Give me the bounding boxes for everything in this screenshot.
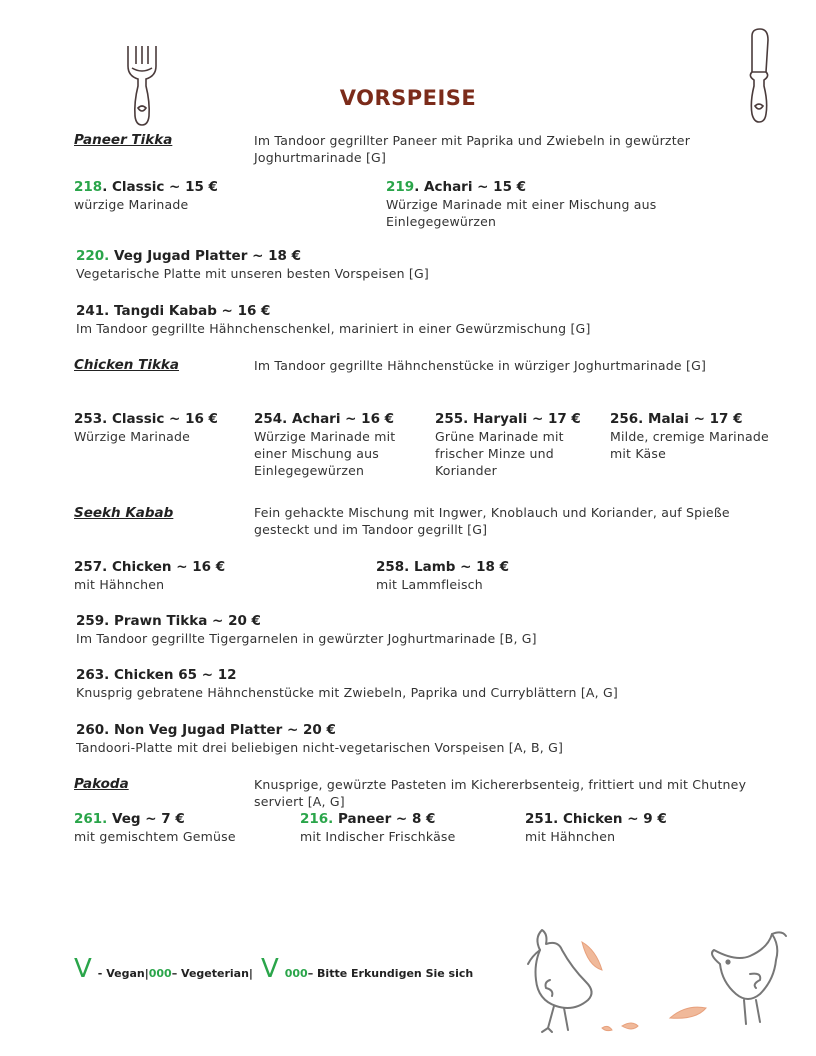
item-desc: Würzige Marinade [74,429,191,444]
item-name: Veg Jugad Platter ~ 18 € [109,248,301,264]
section-desc-chicken-tikka: Im Tandoor gegrillte Hähnchenstücke in würziger Joghurtmarinade [G] [254,358,707,373]
menu-item-219 [386,178,716,230]
menu-item-254 [254,410,429,479]
item-number: 216. [300,811,334,827]
menu-item-251 [525,810,745,845]
diet-legend [74,956,473,982]
item-number: 219 [386,179,415,195]
item-name: Paneer ~ 8 € [333,811,436,827]
item-name: 241. Tangdi Kabab ~ 16 € [76,303,271,319]
legend-separator: | [144,967,149,980]
leaf-icon [622,1023,638,1029]
item-name: 253. Classic ~ 16 € [74,411,218,427]
item-desc: mit Hähnchen [525,829,616,844]
item-desc: mit gemischtem Gemüse [74,829,236,844]
menu-item-218 [74,178,374,213]
section-desc-pakoda: Knusprige, gewürzte Pasteten im Kichererbsenteig, frittiert und mit Chutney serviert [A, G] [254,777,747,809]
leaf-icon [670,1007,706,1018]
item-desc: Tandoori-Platte mit drei beliebigen nicht-vegetarischen Vorspeisen [A, B, G] [76,740,564,755]
item-desc: Grüne Marinade mit frischer Minze und Koriander [435,429,564,478]
fork-icon [122,42,162,128]
menu-item-216 [300,810,520,845]
item-desc: Würzige Marinade mit einer Mischung aus Einlegegewürzen [386,197,657,229]
item-desc: mit Indischer Frischkäse [300,829,456,844]
knife-icon [744,26,774,126]
item-name: Veg ~ 7 € [107,811,185,827]
item-name: 263. Chicken 65 ~ 12 [76,667,237,683]
item-desc: Vegetarische Platte mit unseren besten Vorspeisen [G] [76,266,429,281]
menu-item-260 [76,721,776,756]
item-desc: würzige Marinade [74,197,189,212]
item-number: 220. [76,248,110,264]
legend-vegetarian: – Vegeterian [171,967,249,980]
item-name: 259. Prawn Tikka ~ 20 € [76,613,261,629]
item-name: 257. Chicken ~ 16 € [74,559,226,575]
legend-ask: – Bitte Erkundigen Sie sich [307,967,474,980]
item-name: 254. Achari ~ 16 € [254,411,395,427]
item-desc: Knusprig gebratene Hähnchenstücke mit Zwiebeln, Paprika und Curryblättern [A, G] [76,685,618,700]
menu-item-261 [74,810,294,845]
leaf-icon [602,1026,612,1030]
menu-item-259 [76,612,776,647]
item-desc: Milde, cremige Marinade mit Käse [610,429,769,461]
item-number: 218 [74,179,103,195]
menu-item-253 [74,410,244,445]
legend-veg-code: 000 [148,967,172,980]
section-title-seekh-kabab: Seekh Kabab [74,505,174,521]
menu-item-263 [76,666,776,701]
menu-item-220 [76,247,776,282]
page-title: VORSPEISE [339,86,477,110]
menu-item-255 [435,410,603,479]
ask-v-icon: V [260,954,279,984]
item-name: . Achari ~ 15 € [414,179,527,195]
item-number: 261. [74,811,108,827]
menu-item-241 [76,302,776,337]
item-desc: Würzige Marinade mit einer Mischung aus Einlegegewürzen [254,429,396,478]
item-name: 255. Haryali ~ 17 € [435,411,581,427]
legend-vegan: - Vegan [97,967,145,980]
legend-ask-code: 000 [284,967,308,980]
item-desc: Im Tandoor gegrillte Hähnchenschenkel, mariniert in einer Gewürzmischung [G] [76,321,591,336]
section-desc-seekh-kabab: Fein gehackte Mischung mit Ingwer, Knoblauch und Koriander, auf Spieße gesteckt und im Tandoor gegrillt [G] [254,505,730,537]
bird-icon [536,930,592,1008]
item-name: 258. Lamb ~ 18 € [376,559,510,575]
legend-separator: | [248,967,253,980]
section-desc-paneer-tikka: Im Tandoor gegrillter Paneer mit Paprika und Zwiebeln in gewürzter Joghurtmarinade [G] [254,133,691,165]
item-desc: Im Tandoor gegrillte Tigergarnelen in gewürzter Joghurtmarinade [B, G] [76,631,537,646]
menu-item-257 [74,558,354,593]
item-name: 260. Non Veg Jugad Platter ~ 20 € [76,722,336,738]
item-name: . Classic ~ 15 € [102,179,218,195]
item-desc: mit Hähnchen [74,577,165,592]
bird-leaves-illustration [510,920,810,1045]
menu-item-258 [376,558,656,593]
item-desc: mit Lammfleisch [376,577,483,592]
item-name: 256. Malai ~ 17 € [610,411,743,427]
bird-icon [712,934,777,999]
section-title-paneer-tikka: Paneer Tikka [74,132,173,148]
section-title-pakoda: Pakoda [74,776,129,792]
menu-item-256 [610,410,770,462]
leaf-icon [582,942,602,970]
section-title-chicken-tikka: Chicken Tikka [74,357,180,373]
vegan-v-icon: V [74,954,92,984]
item-name: 251. Chicken ~ 9 € [525,811,667,827]
